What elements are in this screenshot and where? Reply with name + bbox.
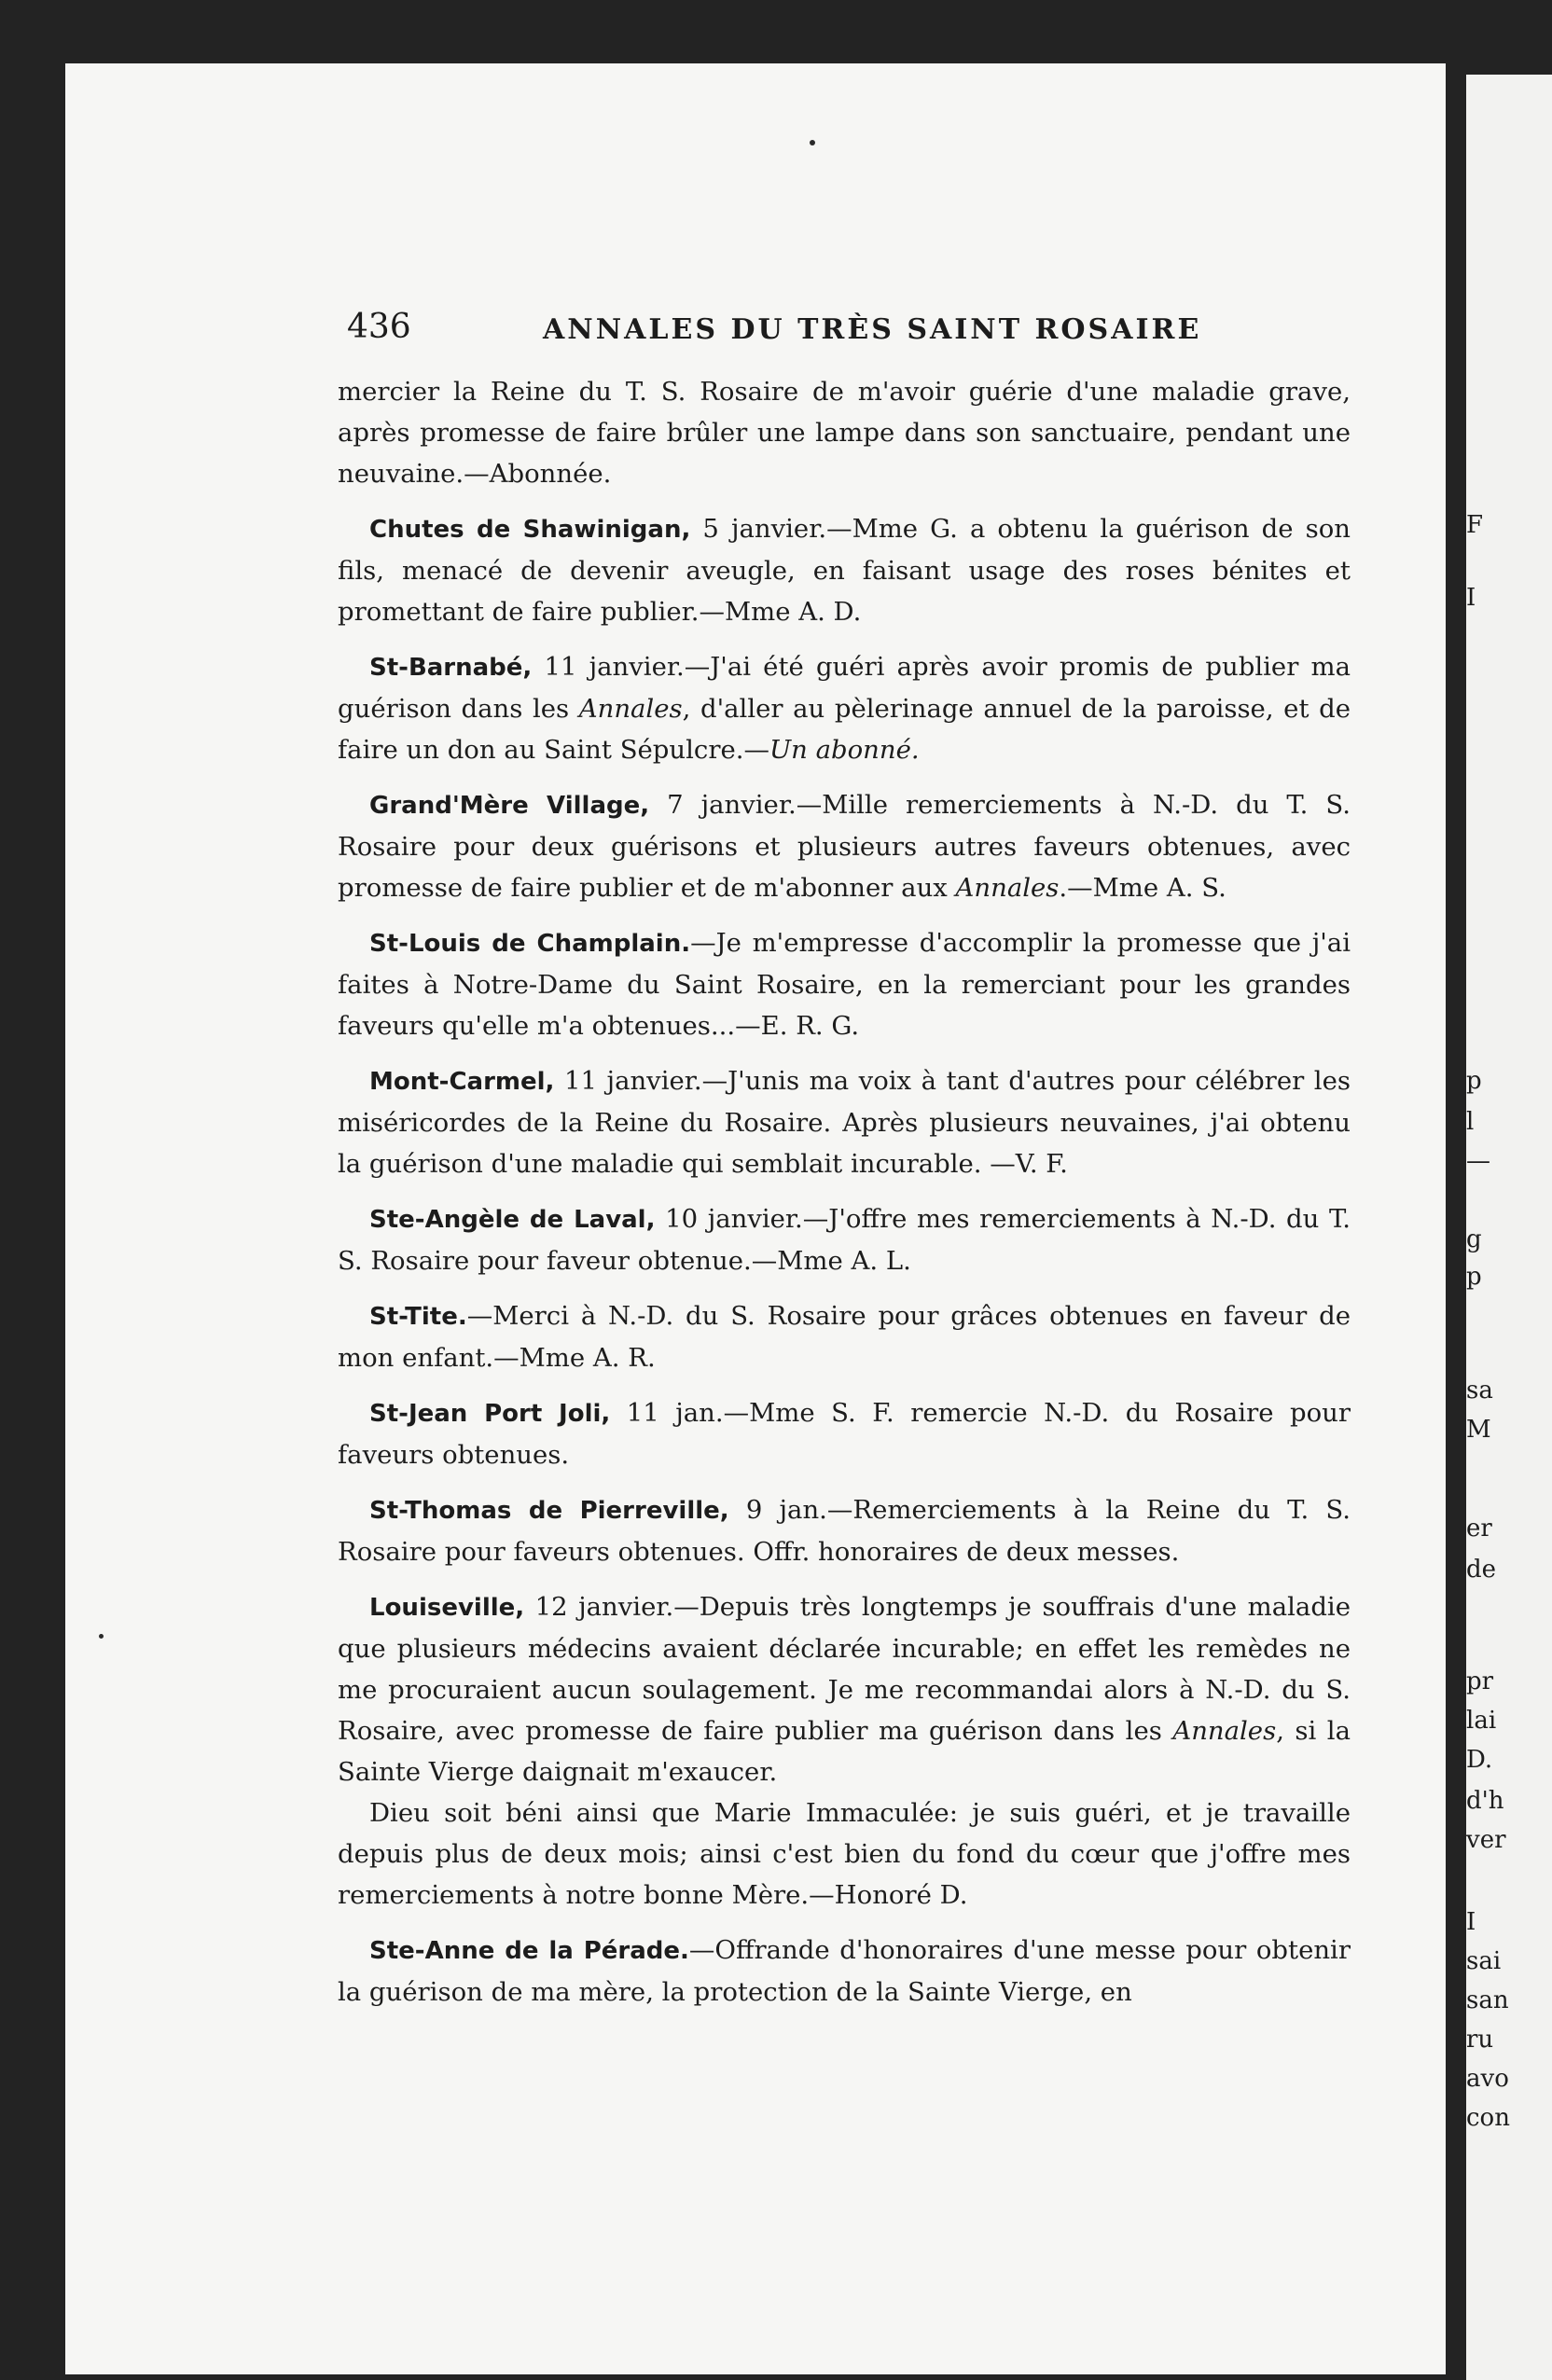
adjacent-page-edge	[1466, 75, 1552, 2380]
next-page-fragment: sa	[1466, 1377, 1493, 1404]
next-page-fragment: g	[1466, 1225, 1482, 1253]
entry-text: 11 janvier.—J'ai été guéri après avoir promis de publier ma guérison dans les	[338, 652, 1351, 724]
entry-place: St-Louis de Champlain.	[369, 930, 691, 958]
entry-text: 12 janvier.—Depuis très longtemps je souffrais d'une maladie que plusieurs médecins avaient déclarée incurable; en effet les remèdes ne me procuraient aucun soulagement. Je me recommandai alors à N.-D. du S. Rosaire, avec promesse de faire publier ma guérison dans les	[338, 1592, 1351, 1746]
entry-place: Ste-Anne de la Pérade.	[369, 1937, 689, 1965]
entry	[338, 1198, 1351, 1281]
entry-text: —Offrande d'honoraires d'une messe pour obtenir la guérison de ma mère, la protection de la Sainte Vierge, en	[338, 1935, 1351, 2007]
entry-place: St-Jean Port Joli,	[369, 1400, 611, 1428]
entry	[338, 1489, 1351, 1572]
dust-speck	[99, 1634, 104, 1639]
entry-place: Louiseville,	[369, 1594, 525, 1622]
next-page-fragment: d'h	[1466, 1787, 1504, 1815]
entry	[338, 1060, 1351, 1184]
next-page-fragment: I	[1466, 584, 1476, 612]
running-title: ANNALES DU TRÈS SAINT ROSAIRE	[543, 313, 1202, 346]
next-page-fragment: I	[1466, 1908, 1476, 1936]
entry-text: , si la Sainte Vierge daignait m'exaucer.	[338, 1716, 1351, 1787]
entry-text: 11 janvier.—J'unis ma voix à tant d'autres pour célébrer les miséricordes de la Reine du Rosaire. Après plusieurs neuvaines, j'ai obtenu la guérison d'une maladie qui semblait incurable. —V. F.	[338, 1066, 1351, 1179]
next-page-fragment: sai	[1466, 1947, 1502, 1975]
entry-continuation: Dieu soit béni ainsi que Marie Immaculée: je suis guéri, et je travaille depuis plus de deux mois; ainsi c'est bien du fond du cœur que j'offre mes remerciements à notre bonne Mère.—Honoré D.	[338, 1798, 1351, 1910]
entry	[338, 1392, 1351, 1475]
entry-signature: Un abonné.	[769, 735, 920, 765]
next-page-fragment: con	[1466, 2104, 1510, 2132]
entry-place: St-Tite.	[369, 1303, 467, 1331]
next-page-fragment: D.	[1466, 1746, 1493, 1774]
next-page-fragment: F	[1466, 511, 1484, 539]
next-page-fragment: l	[1466, 1108, 1475, 1136]
next-page-fragment: lai	[1466, 1707, 1497, 1735]
next-page-fragment: M	[1466, 1416, 1491, 1444]
next-page-fragment: p	[1466, 1067, 1482, 1095]
entry-text: 10 janvier.—J'offre mes remerciements à N.-D. du T. S. Rosaire pour faveur obtenue.—Mme A. L.	[338, 1204, 1351, 1276]
entry-text: 11 jan.—Mme S. F. remercie N.-D. du Rosaire pour faveurs obtenues.	[338, 1398, 1351, 1470]
page-header	[347, 308, 1354, 354]
entry-italic: Annales	[1172, 1716, 1277, 1746]
next-page-fragment: ver	[1466, 1826, 1506, 1854]
entry	[338, 371, 1351, 494]
next-page-fragment: san	[1466, 1986, 1509, 2014]
next-page-fragment: pr	[1466, 1667, 1494, 1695]
entry-italic: Annales	[578, 694, 683, 724]
entry-text: —Merci à N.-D. du S. Rosaire pour grâces obtenues en faveur de mon enfant.—Mme A. R.	[338, 1301, 1351, 1373]
entry-text: .—Mme A. S.	[1059, 873, 1226, 903]
page-number: 436	[347, 308, 411, 346]
entry-text: mercier la Reine du T. S. Rosaire de m'avoir guérie d'une maladie grave, après promesse de faire brûler une lampe dans son sanctuaire, pendant une neuvaine.—Abonnée.	[338, 377, 1351, 489]
next-page-fragment: avo	[1466, 2065, 1509, 2093]
entry-place: Ste-Angèle de Laval,	[369, 1206, 656, 1234]
entry	[338, 1930, 1351, 2013]
entry	[338, 1295, 1351, 1378]
entry-text: —Je m'empresse d'accomplir la promesse que j'ai faites à Notre-Dame du Saint Rosaire, en la remerciant pour les grandes faveurs qu'elle m'a obtenues...—E. R. G.	[338, 928, 1351, 1041]
entry-place: Chutes de Shawinigan,	[369, 516, 691, 544]
entry	[338, 646, 1351, 770]
entry-place: St-Thomas de Pierreville,	[369, 1497, 729, 1525]
next-page-fragment: ru	[1466, 2026, 1494, 2054]
next-page-fragment: p	[1466, 1263, 1482, 1291]
entry-text: 7 janvier.—Mille remerciements à N.-D. du T. S. Rosaire pour deux guérisons et plusieurs autres faveurs obtenues, avec promesse de faire publier et de m'abonner aux	[338, 790, 1351, 903]
dust-speck	[810, 140, 815, 145]
next-page-fragment: er	[1466, 1515, 1492, 1543]
entry-text: 5 janvier.—Mme G. a obtenu la guérison de son fils, menacé de devenir aveugle, en faisant usage des roses bénites et promettant de faire publier.—Mme A. D.	[338, 514, 1351, 627]
entry-place: Grand'Mère Village,	[369, 792, 650, 820]
entry	[338, 922, 1351, 1046]
entry-place: St-Barnabé,	[369, 654, 533, 682]
entry-text: 9 jan.—Remerciements à la Reine du T. S. Rosaire pour faveurs obtenues. Offr. honoraires de deux messes.	[338, 1495, 1351, 1567]
entry	[338, 784, 1351, 908]
entry	[338, 508, 1351, 632]
entry-text: , d'aller au pèlerinage annuel de la paroisse, et de faire un don au Saint Sépulcre.—	[338, 694, 1351, 765]
page-body	[338, 371, 1351, 2027]
entry	[338, 1586, 1351, 1916]
next-page-fragment: de	[1466, 1556, 1497, 1584]
entry-italic: Annales	[955, 873, 1060, 903]
next-page-fragment: —	[1466, 1147, 1490, 1175]
entry-place: Mont-Carmel,	[369, 1068, 555, 1096]
